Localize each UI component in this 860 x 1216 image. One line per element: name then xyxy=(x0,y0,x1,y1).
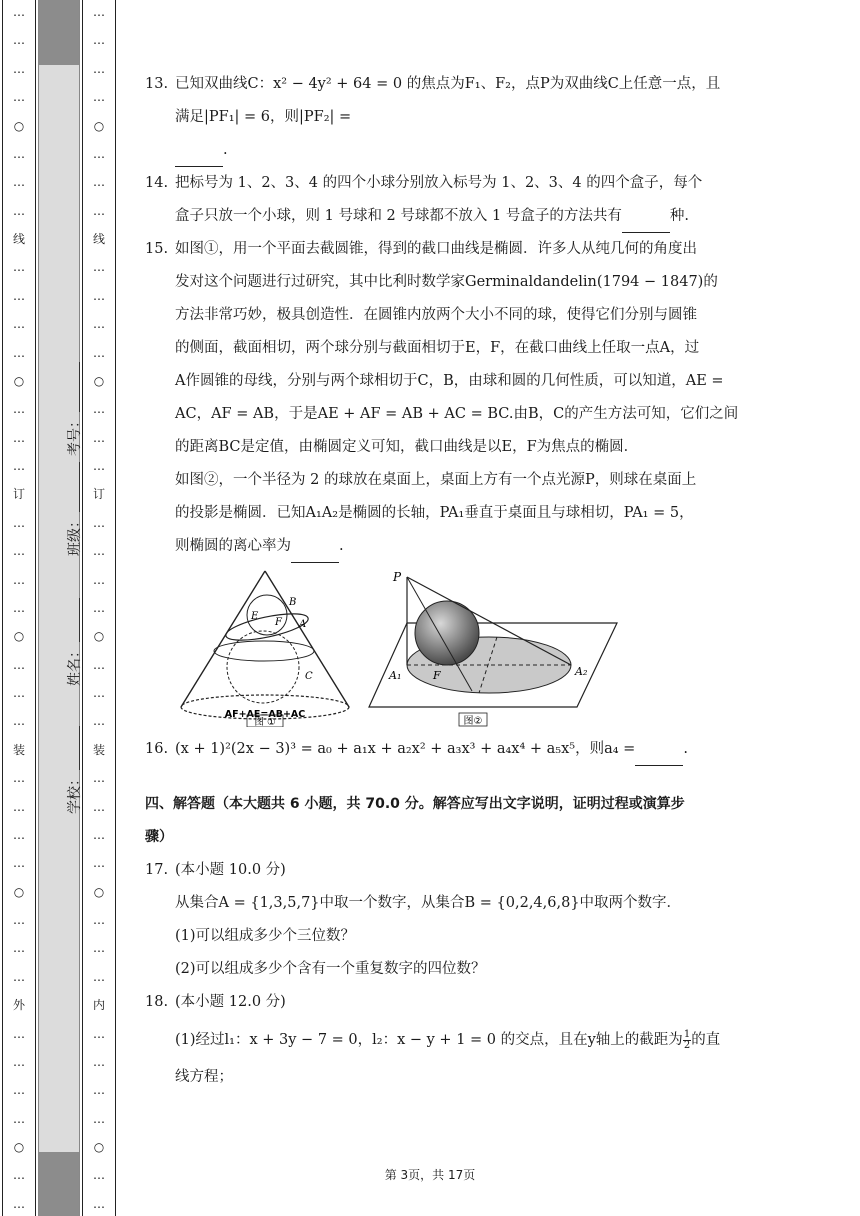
answer-blank[interactable] xyxy=(622,218,670,233)
question-18 xyxy=(145,986,725,1094)
question-score: (本小题 10.0 分) xyxy=(175,862,286,878)
margin-mark: … xyxy=(13,1111,25,1126)
margin-mark: … xyxy=(13,799,25,814)
margin-mark: … xyxy=(13,203,25,218)
margin-mark: … xyxy=(93,1054,105,1069)
margin-mark: … xyxy=(13,175,25,190)
margin-mark: … xyxy=(13,317,25,332)
fig1-caption: 图 ① xyxy=(254,717,276,727)
question-text: (x + 1)²(2x − 3)³ = a₀ + a₁x + a₂x² + a₃x³ + a₄x⁴ + a₅x⁵，则a₄ = xyxy=(175,741,636,757)
margin-mark: … xyxy=(93,402,105,417)
margin-mark: … xyxy=(93,856,105,871)
margin-mark: … xyxy=(13,600,25,615)
margin-mark: … xyxy=(93,61,105,76)
margin-mark: … xyxy=(13,90,25,105)
fig2-label-p: P xyxy=(393,570,402,584)
margin-mark: 装 xyxy=(92,742,105,757)
fig2-caption: 图② xyxy=(463,716,483,727)
question-14 xyxy=(145,167,725,233)
margin-mark: … xyxy=(13,1168,25,1183)
margin-mark: … xyxy=(13,856,25,871)
margin-mark: … xyxy=(13,941,25,956)
question-score: (本小题 12.0 分) xyxy=(175,994,286,1010)
margin-mark: ○ xyxy=(13,373,25,388)
margin-mark: … xyxy=(13,714,25,729)
name-label: 姓名： xyxy=(67,644,83,686)
question-text: 的侧面，截面相切，两个球分别与截面相切于E，F，在截口曲线上任取一点A，过 xyxy=(175,340,700,356)
margin-mark: ○ xyxy=(13,884,25,899)
answer-blank[interactable] xyxy=(175,152,223,167)
margin-mark: … xyxy=(13,572,25,587)
margin-mark: ○ xyxy=(13,629,25,644)
question-text: 从集合A = {1,3,5,7}中取一个数字，从集合B = {0,2,4,6,8}中取两个数字． xyxy=(175,895,682,911)
margin-mark: 内 xyxy=(92,998,105,1013)
margin-mark: … xyxy=(13,1026,25,1041)
question-number: 14. xyxy=(145,175,169,191)
answer-blank[interactable] xyxy=(291,548,339,563)
margin-mark: … xyxy=(93,5,105,19)
margin-mark: … xyxy=(13,459,25,473)
margin-mark: … xyxy=(13,288,25,303)
margin-mark: … xyxy=(93,714,105,729)
margin-mark: … xyxy=(13,913,25,927)
question-text: 则椭圆的离心率为 xyxy=(175,538,291,554)
margin-mark: … xyxy=(93,345,105,360)
margin-mark: … xyxy=(93,1026,105,1041)
margin-mark: ○ xyxy=(93,629,105,644)
margin-mark: … xyxy=(13,5,25,19)
margin-mark: … xyxy=(93,175,105,190)
question-text: 方法非常巧妙，极具创造性．在圆锥内放两个大小不同的球，使得它们分别与圆锥 xyxy=(175,307,697,323)
margin-mark: ○ xyxy=(93,118,105,133)
margin-mark: … xyxy=(93,515,105,530)
sub-question: (1)可以组成多少个三位数？ xyxy=(175,928,356,944)
margin-mark: … xyxy=(93,600,105,615)
margin-mark: … xyxy=(93,686,105,700)
exam-number-label: 考号： xyxy=(67,414,83,456)
margin-mark: … xyxy=(93,317,105,332)
margin-mark: … xyxy=(13,345,25,360)
sub-question: 的直 xyxy=(691,1032,721,1048)
question-text: A作圆锥的母线，分别与两个球相切于C，B，由球和圆的几何性质，可以知道，AE = xyxy=(175,373,724,389)
question-16 xyxy=(145,733,725,766)
margin-mark: … xyxy=(13,657,25,672)
margin-mark: … xyxy=(93,203,105,218)
exam-number-blank[interactable] xyxy=(65,362,80,412)
figures-row xyxy=(175,567,725,727)
margin-mark: … xyxy=(13,544,25,559)
question-number: 13. xyxy=(145,76,169,92)
question-number: 17. xyxy=(145,862,169,878)
question-text: . xyxy=(223,142,228,158)
question-text: . xyxy=(683,741,688,757)
margin-mark: … xyxy=(93,90,105,105)
sub-question: (1)经过l₁：x + 3y − 7 = 0，l₂：x − y + 1 = 0 的交点，且在y轴上的截距为 xyxy=(175,1032,683,1048)
section-heading xyxy=(145,788,725,854)
margin-mark: … xyxy=(13,1196,25,1211)
margin-mark: … xyxy=(13,1083,25,1098)
answer-blank[interactable] xyxy=(635,751,683,766)
fig2-label-a1: A₁ xyxy=(389,669,402,682)
binding-dot-column-inner xyxy=(82,0,116,1216)
margin-mark: ○ xyxy=(13,1140,25,1154)
margin-mark: … xyxy=(13,402,25,417)
margin-mark: 订 xyxy=(12,487,25,502)
margin-mark: … xyxy=(13,33,25,48)
margin-mark: 线 xyxy=(92,232,105,246)
margin-mark: ○ xyxy=(93,1140,105,1154)
section-heading-line: 四、解答题（本大题共 6 小题，共 70.0 分。解答应写出文字说明，证明过程或演算步 xyxy=(145,796,685,812)
fig1-label-e: E xyxy=(251,611,259,622)
question-text: 盒子只放一个小球，则 1 号球和 2 号球都不放入 1 号盒子的方法共有 xyxy=(175,208,622,224)
margin-mark: … xyxy=(93,572,105,587)
margin-mark: … xyxy=(13,1054,25,1069)
question-17 xyxy=(145,854,725,986)
margin-mark: … xyxy=(93,1196,105,1211)
question-number: 15. xyxy=(145,241,169,257)
fig1-label-b: B xyxy=(289,597,297,608)
binding-margin xyxy=(0,0,120,1216)
fig1-label-a: A xyxy=(299,619,307,630)
question-text: 种. xyxy=(669,208,689,224)
fig1-label-c: C xyxy=(305,671,313,682)
margin-mark: … xyxy=(93,1111,105,1126)
question-text: 如图①，用一个平面去截圆锥，得到的截口曲线是椭圆．许多人从纯几何的角度出 xyxy=(175,241,697,257)
question-text: . xyxy=(339,538,344,554)
class-label: 班级： xyxy=(67,514,83,556)
binding-dot-column-outer xyxy=(2,0,36,1216)
name-blank[interactable] xyxy=(65,598,80,642)
question-15 xyxy=(145,233,739,727)
margin-mark: 装 xyxy=(12,742,25,757)
margin-mark: … xyxy=(93,969,105,984)
margin-mark: 外 xyxy=(12,998,25,1013)
question-number: 16. xyxy=(145,741,169,757)
question-text: 把标号为 1、2、3、4 的四个小球分别放入标号为 1、2、3、4 的四个盒子，每个 xyxy=(175,175,703,191)
cone-side-right xyxy=(265,571,349,707)
section-heading-line: 骤） xyxy=(145,829,173,845)
margin-mark: … xyxy=(13,969,25,984)
margin-mark: … xyxy=(93,33,105,48)
fraction-numerator: 1 xyxy=(683,1028,691,1040)
margin-mark: … xyxy=(93,1168,105,1183)
margin-mark: … xyxy=(93,913,105,927)
margin-mark: 订 xyxy=(92,487,105,502)
question-text: 的投影是椭圆．已知A₁A₂是椭圆的长轴，PA₁垂直于桌面且与球相切，PA₁ = 5， xyxy=(175,505,694,521)
question-text: 如图②，一个半径为 2 的球放在桌面上，桌面上方有一个点光源P，则球在桌面上 xyxy=(175,472,697,488)
section-ellipse xyxy=(224,608,310,645)
figure-2-sphere-projection xyxy=(367,567,627,727)
class-blank[interactable] xyxy=(65,462,80,512)
fig2-label-a2: A₂ xyxy=(575,665,588,678)
tangent-circle xyxy=(214,641,314,661)
margin-mark: … xyxy=(93,260,105,275)
exam-content xyxy=(145,68,739,1094)
margin-mark: … xyxy=(93,459,105,473)
school-blank[interactable] xyxy=(65,726,80,770)
margin-mark: … xyxy=(13,515,25,530)
margin-mark: … xyxy=(93,430,105,445)
margin-mark: … xyxy=(13,771,25,786)
margin-mark: … xyxy=(93,799,105,814)
margin-mark: ○ xyxy=(93,373,105,388)
margin-mark: … xyxy=(13,260,25,275)
margin-mark: … xyxy=(13,146,25,161)
margin-mark: … xyxy=(13,61,25,76)
page-footer: 第 3页，共 17页 xyxy=(384,1168,476,1182)
margin-mark: … xyxy=(93,941,105,956)
figure-1-cone xyxy=(175,567,355,727)
margin-mark: … xyxy=(93,827,105,842)
fraction-denominator: 2 xyxy=(683,1039,691,1051)
margin-mark: … xyxy=(93,544,105,559)
question-text: AC，AF = AB，于是AE + AF = AB + AC = BC.由B，C的产生方法可知，它们之间 xyxy=(175,406,739,422)
question-text: 的距离BC是定值，由椭圆定义可知，截口曲线是以E，F为焦点的椭圆． xyxy=(175,439,639,455)
fig2-label-f: F xyxy=(433,669,441,682)
fraction xyxy=(683,1030,691,1051)
sub-question: (2)可以组成多少个含有一个重复数字的四位数？ xyxy=(175,961,486,977)
question-text: 发对这个问题进行过研究，其中比利时数学家Germinaldandelin(1794 − 1847)的 xyxy=(175,274,718,290)
margin-mark: … xyxy=(13,430,25,445)
question-text: 满足|PF₁| = 6，则|PF₂| = xyxy=(175,109,352,125)
margin-mark: … xyxy=(93,288,105,303)
margin-mark: … xyxy=(93,146,105,161)
margin-mark: … xyxy=(13,827,25,842)
fig1-label-f: F xyxy=(275,617,282,628)
question-text: 已知双曲线C：x² − 4y² + 64 = 0 的焦点为F₁、F₂，点P为双曲线C上任意一点，且 xyxy=(175,76,721,92)
margin-mark: ○ xyxy=(13,118,25,133)
margin-mark: … xyxy=(13,686,25,700)
margin-mark: ○ xyxy=(93,884,105,899)
question-number: 18. xyxy=(145,994,169,1010)
margin-mark: … xyxy=(93,771,105,786)
fig1-formula: AF+AE=AB+AC xyxy=(224,709,306,720)
school-label: 学校： xyxy=(67,772,83,814)
margin-mark: … xyxy=(93,1083,105,1098)
margin-mark: 线 xyxy=(12,232,25,246)
margin-mark: … xyxy=(93,657,105,672)
sub-question: 线方程； xyxy=(175,1069,233,1085)
question-13 xyxy=(145,68,725,167)
